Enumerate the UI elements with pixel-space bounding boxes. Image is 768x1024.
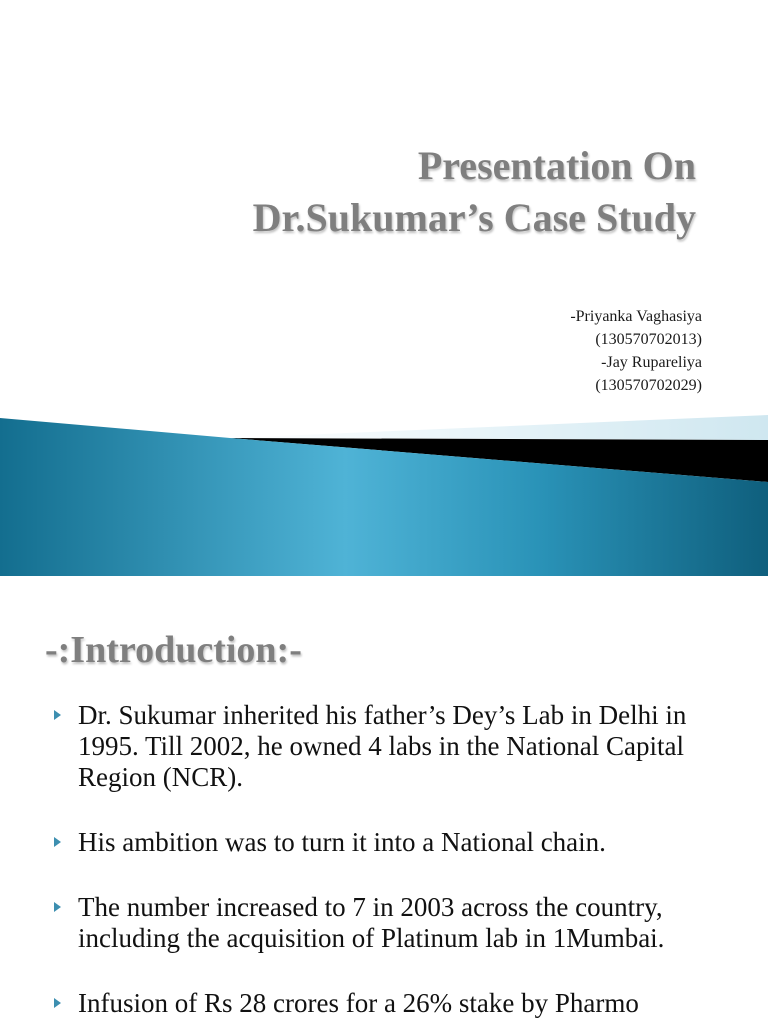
bullet-text: The number increased to 7 in 2003 across the country, including the acquisition of Platinum lab in 1Mumbai. [78,892,665,953]
author-name-1: -Priyanka Vaghasiya [570,308,702,325]
triangle-bullet-icon [54,837,61,847]
introduction-slide [0,576,768,1024]
decorative-swoosh [0,410,768,576]
bullet-text: Infusion of Rs 28 crores for a 26% stake by Pharmo [78,988,639,1018]
bullet-list [52,700,732,1024]
author-name-2: -Jay Rupareliya [601,354,702,371]
author-list [570,305,702,397]
triangle-bullet-icon [54,710,61,720]
author-id-2: (130570702029) [595,377,702,394]
title-line-2: Dr.Sukumar’s Case Study [252,195,696,240]
presentation-title [253,140,696,244]
triangle-bullet-icon [54,902,61,912]
bullet-text: His ambition was to turn it into a National chain. [78,827,606,857]
triangle-bullet-icon [54,998,61,1008]
title-line-1: Presentation On [417,143,696,188]
bullet-text: Dr. Sukumar inherited his father’s Dey’s Lab in Delhi in 1995. Till 2002, he owned 4 labs in the National Capital Region (NCR). [78,700,687,792]
bullet-item [52,827,732,858]
bullet-item [52,892,732,954]
introduction-heading: -:Introduction:- [45,629,302,671]
bullet-item [52,700,732,793]
author-id-1: (130570702013) [595,331,702,348]
light-band [230,415,768,440]
bullet-item [52,988,732,1019]
